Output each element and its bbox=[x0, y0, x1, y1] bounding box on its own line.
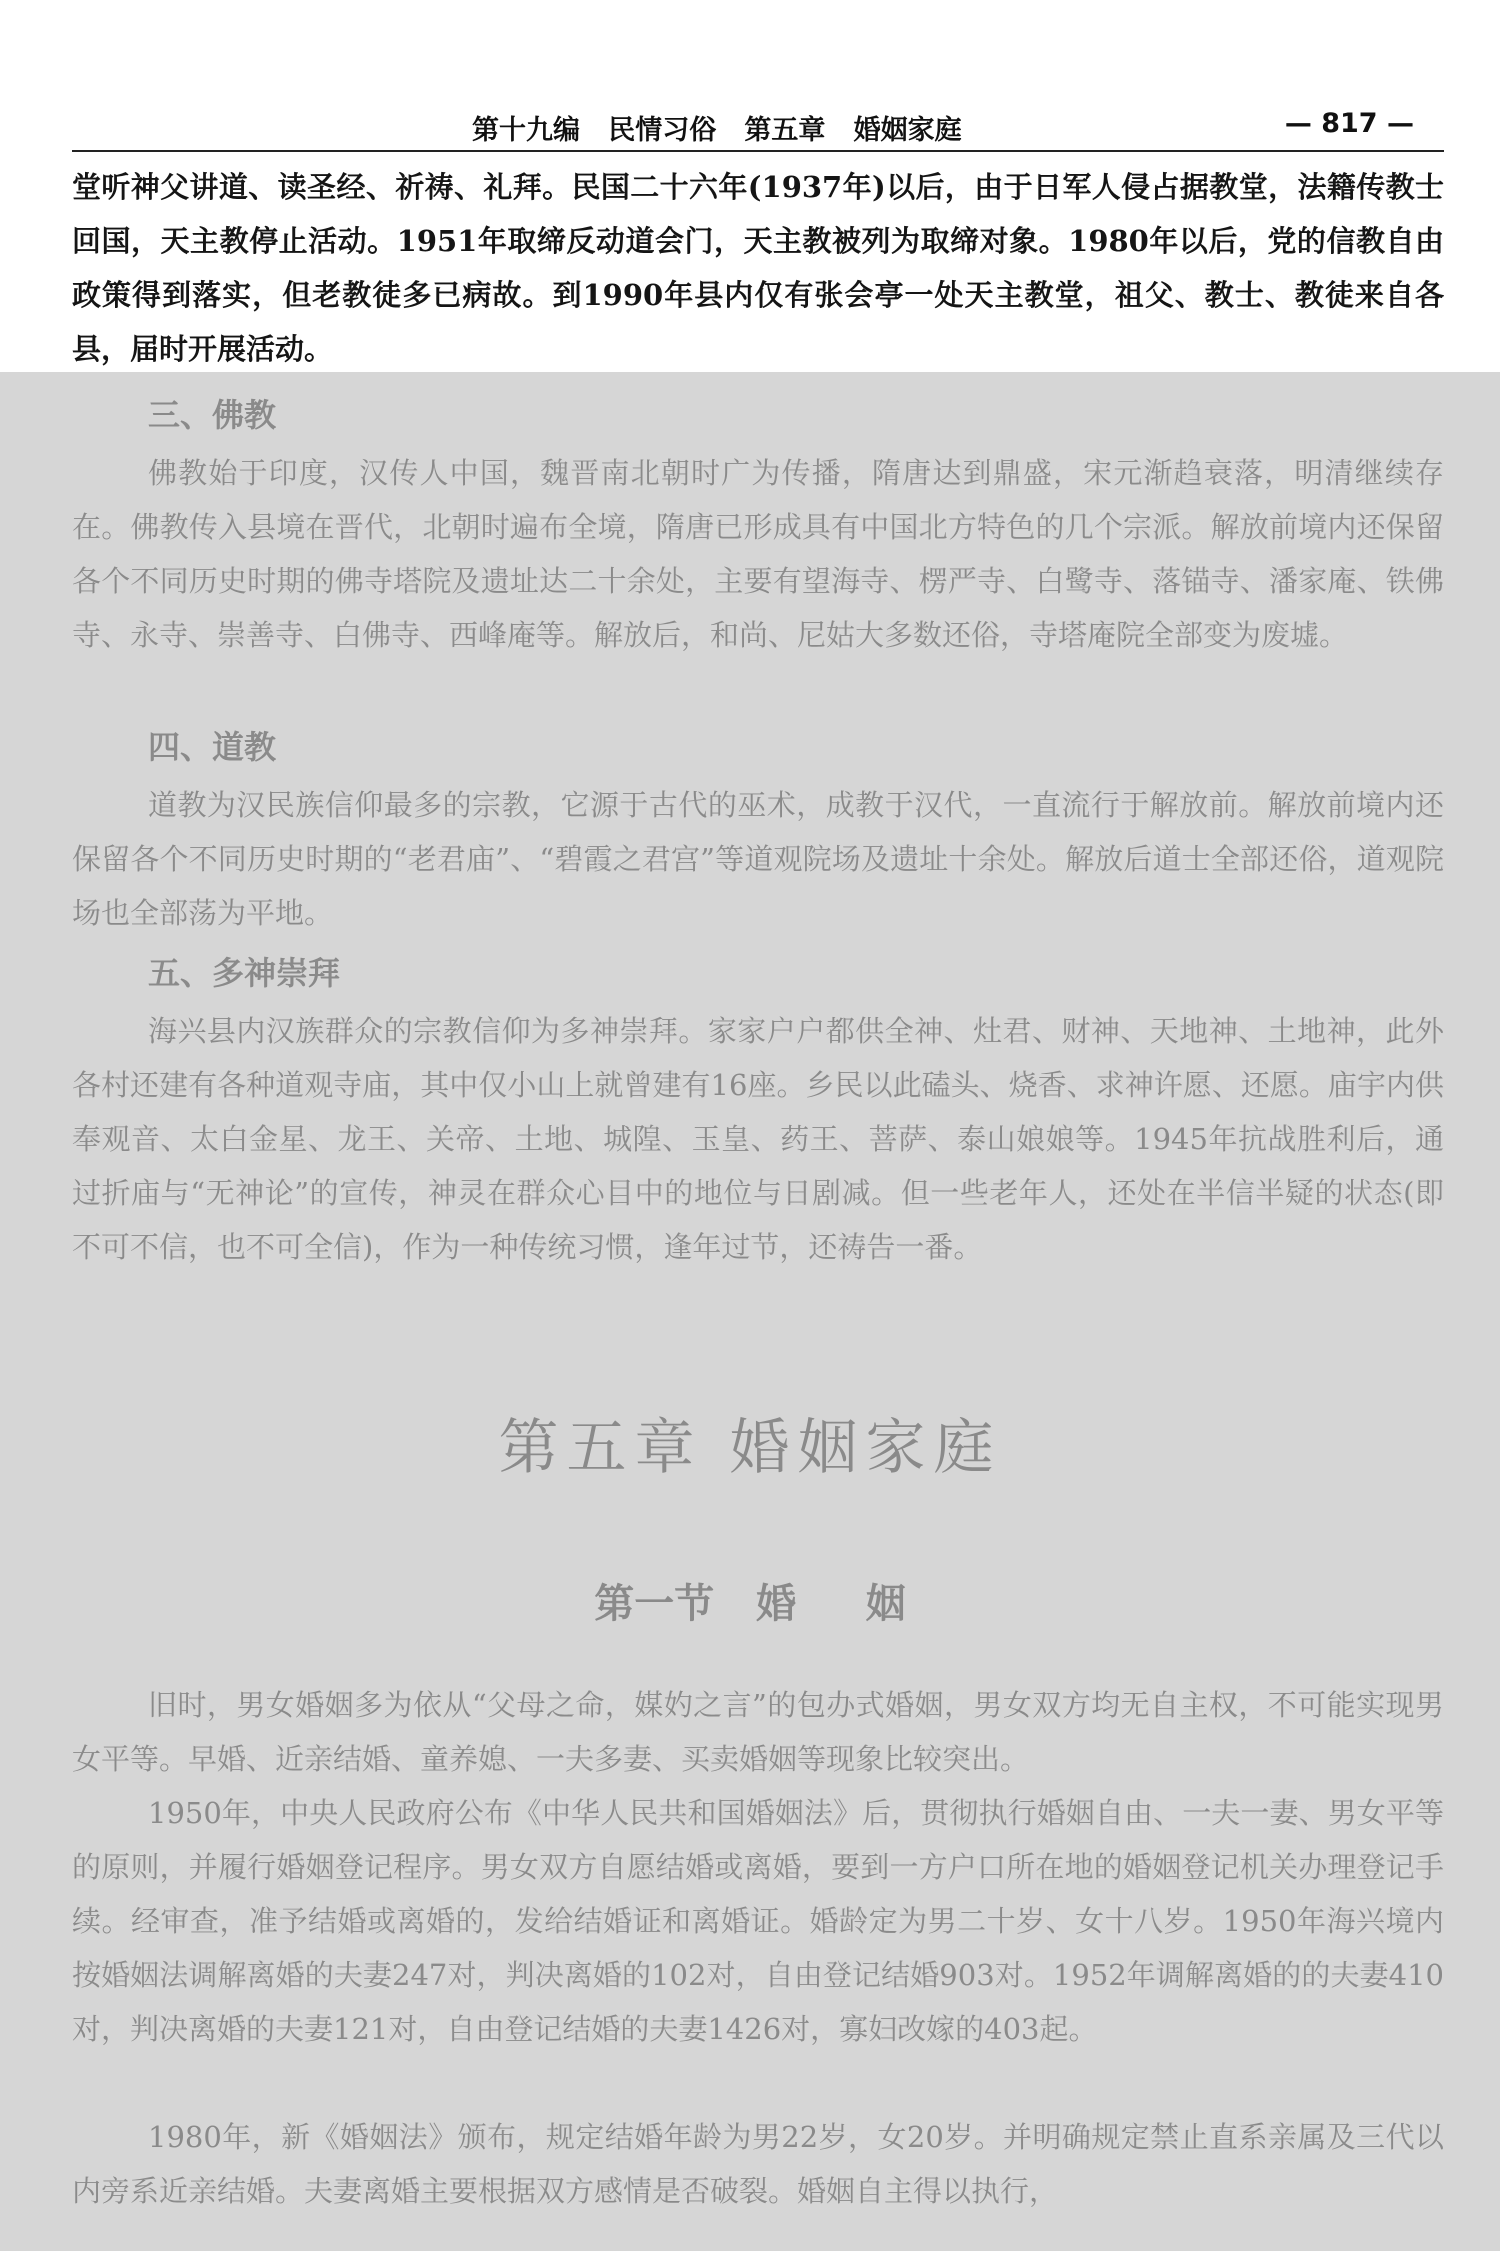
marriage-paragraph-2: 1950年，中央人民政府公布《中华人民共和国婚姻法》后，贯彻执行婚姻自由、一夫一妻、男女平等的原则，并履行婚姻登记程序。男女双方自愿结婚或离婚，要到一方户口所在地的婚姻登记机关办理登记手续。经审查，准予结婚或离婚的，发给结婚证和离婚证。婚龄定为男二十岁、女十八岁。1950年海兴境内按婚姻法调解离婚的夫妻247对，判决离婚的102对，自由登记结婚903对。1952年调解离婚的的夫妻410对，判决离婚的夫妻121对，自由登记结婚的夫妻1426对，寡妇改嫁的403起。 bbox=[72, 1796, 1444, 2046]
section-heading-buddhism: 三、佛教 bbox=[148, 396, 277, 434]
running-header bbox=[72, 108, 1444, 148]
chapter-title: 第五章 婚姻家庭 bbox=[498, 1413, 1002, 1483]
section-heading-taoism: 四、道教 bbox=[148, 728, 277, 766]
section-title: 第一节 婚 姻 bbox=[594, 1581, 906, 1627]
marriage-paragraph-1: 旧时，男女婚姻多为依从“父母之命，媒妁之言”的包办式婚姻，男女双方均无自主权，不可能实现男女平等。早婚、近亲结婚、童养媳、一夫多妻、买卖婚姻等现象比较突出。 bbox=[72, 1688, 1444, 1776]
page-number: — 817 — bbox=[1284, 108, 1414, 139]
continued-paragraph: 堂听神父讲道、读圣经、祈祷、礼拜。民国二十六年(1937年)以后，由于日军人侵占据教堂，法籍传教士回国，天主教停止活动。1951年取缔反动道会门，天主教被列为取缔对象。1980年以后，党的信教自由政策得到落实，但老教徒多已病故。到1990年县内仅有张会亭一处天主教堂，祖父、教士、教徒来自各县，届时开展活动。 bbox=[72, 170, 1444, 366]
marriage-paragraph-3: 1980年，新《婚姻法》颁布，规定结婚年龄为男22岁，女20岁。并明确规定禁止直系亲属及三代以内旁系近亲结婚。夫妻离婚主要根据双方感情是否破裂。婚姻自主得以执行， bbox=[72, 2120, 1444, 2208]
paragraph-taoism: 道教为汉民族信仰最多的宗教，它源于古代的巫术，成教于汉代，一直流行于解放前。解放前境内还保留各个不同历史时期的“老君庙”、“碧霞之君宫”等道观院场及遗址十余处。解放后道士全部还俗，道观院场也全部荡为平地。 bbox=[72, 788, 1444, 930]
header-rule bbox=[72, 150, 1444, 152]
section-heading-polytheism: 五、多神崇拜 bbox=[148, 954, 341, 992]
header-title: 第十九编 民情习俗 第五章 婚姻家庭 bbox=[472, 115, 962, 146]
paragraph-buddhism: 佛教始于印度，汉传人中国，魏晋南北朝时广为传播，隋唐达到鼎盛，宋元渐趋衰落，明清继续存在。佛教传入县境在晋代，北朝时遍布全境，隋唐已形成具有中国北方特色的几个宗派。解放前境内还保留各个不同历史时期的佛寺塔院及遗址达二十余处，主要有望海寺、楞严寺、白鹭寺、落锚寺、潘家庵、铁佛寺、永寺、崇善寺、白佛寺、西峰庵等。解放后，和尚、尼姑大多数还俗，寺塔庵院全部变为废墟。 bbox=[72, 456, 1444, 652]
paragraph-polytheism: 海兴县内汉族群众的宗教信仰为多神崇拜。家家户户都供全神、灶君、财神、天地神、土地神，此外各村还建有各种道观寺庙，其中仅小山上就曾建有16座。乡民以此磕头、烧香、求神许愿、还愿。庙宇内供奉观音、太白金星、龙王、关帝、土地、城隍、玉皇、药王、菩萨、泰山娘娘等。1945年抗战胜利后，通过折庙与“无神论”的宣传，神灵在群众心目中的地位与日剧减。但一些老年人，还处在半信半疑的状态(即不可不信，也不可全信)，作为一种传统习惯，逢年过节，还祷告一番。 bbox=[72, 1014, 1444, 1264]
